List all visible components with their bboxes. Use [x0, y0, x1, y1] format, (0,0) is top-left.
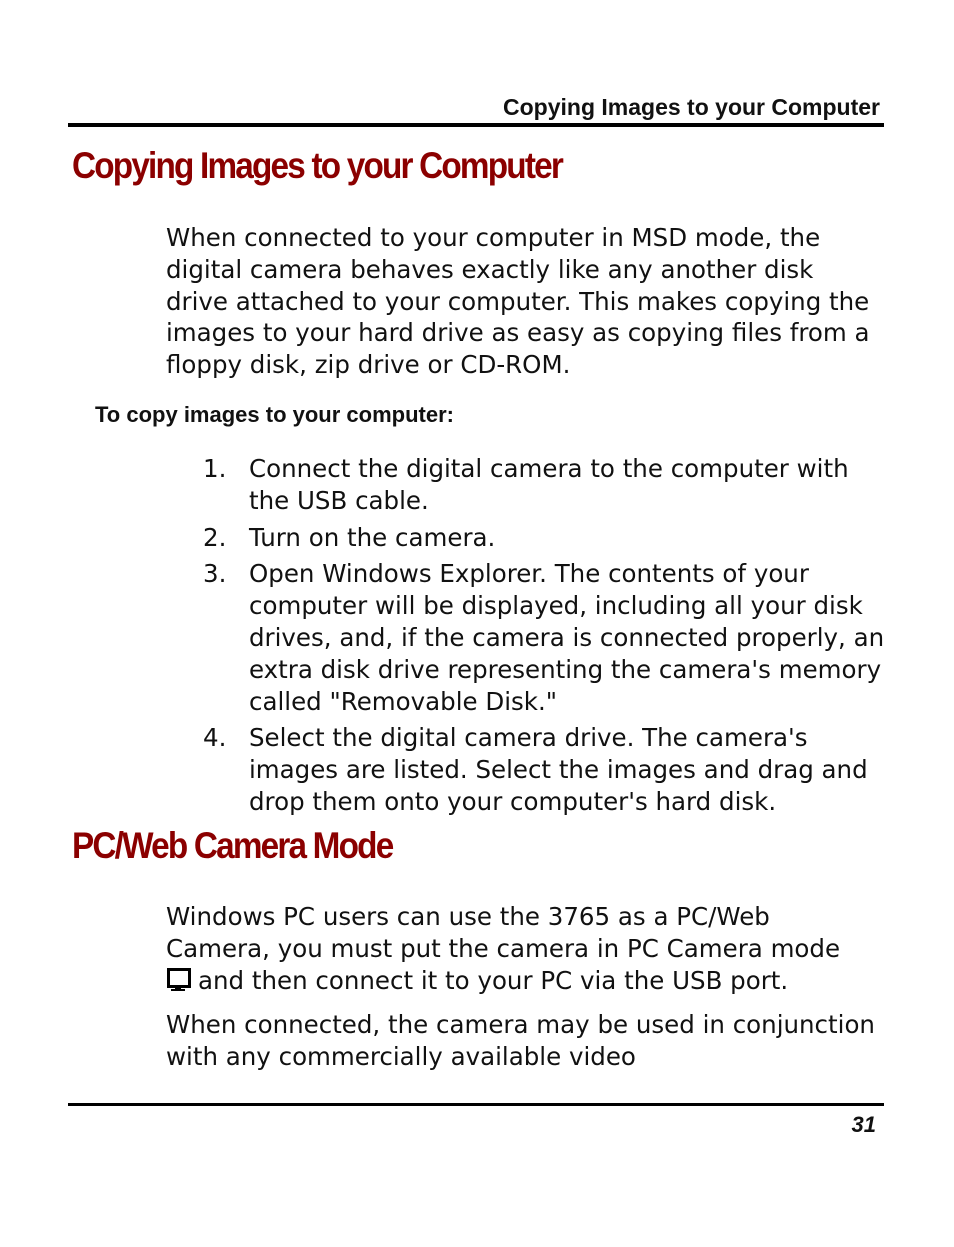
step-number: 2.	[203, 522, 227, 552]
pc-camera-paragraph	[166, 901, 881, 996]
section-title-pc-web-camera: PC/Web Camera Mode	[72, 825, 393, 866]
step-text: Connect the digital camera to the computer with the USB cable.	[249, 454, 849, 515]
pc-monitor-icon	[166, 967, 192, 991]
footer-rule	[68, 1103, 884, 1106]
running-header: Copying Images to your Computer	[503, 94, 880, 120]
step-item	[200, 522, 890, 554]
step-item	[200, 722, 890, 817]
pc-camera-text-1: Windows PC users can use the 3765 as a PC/Web Camera, you must put the camera in PC Camera mode	[166, 902, 841, 963]
steps-list	[200, 453, 890, 823]
step-text: Turn on the camera.	[249, 522, 496, 552]
pc-camera-text-2: and then connect it to your PC via the USB port.	[198, 965, 789, 995]
step-item	[200, 558, 890, 717]
step-text: Open Windows Explorer. The contents of your computer will be displayed, including all your disk drives, and, if the camera is connected properly, an extra disk drive representing the camera's memory called "Removable Disk."	[249, 559, 885, 716]
step-text: Select the digital camera drive. The camera's images are listed. Select the images and drag and drop them onto your computer's hard disk.	[249, 723, 868, 816]
step-item	[200, 453, 890, 517]
header-rule	[68, 123, 884, 127]
section-title-copying: Copying Images to your Computer	[72, 145, 562, 186]
step-number: 3.	[203, 559, 227, 589]
page-number: 31	[851, 1112, 876, 1137]
procedure-heading: To copy images to your computer:	[95, 402, 454, 427]
intro-paragraph: When connected to your computer in MSD mode, the digital camera behaves exactly like any another disk drive attached to your computer. This makes copying the images to your hard drive as easy as copying files from a floppy disk, zip drive or CD-ROM.	[166, 223, 870, 380]
step-number: 4.	[203, 723, 227, 753]
connected-paragraph: When connected, the camera may be used in conjunction with any commercially available video	[166, 1010, 875, 1071]
step-number: 1.	[203, 454, 227, 483]
